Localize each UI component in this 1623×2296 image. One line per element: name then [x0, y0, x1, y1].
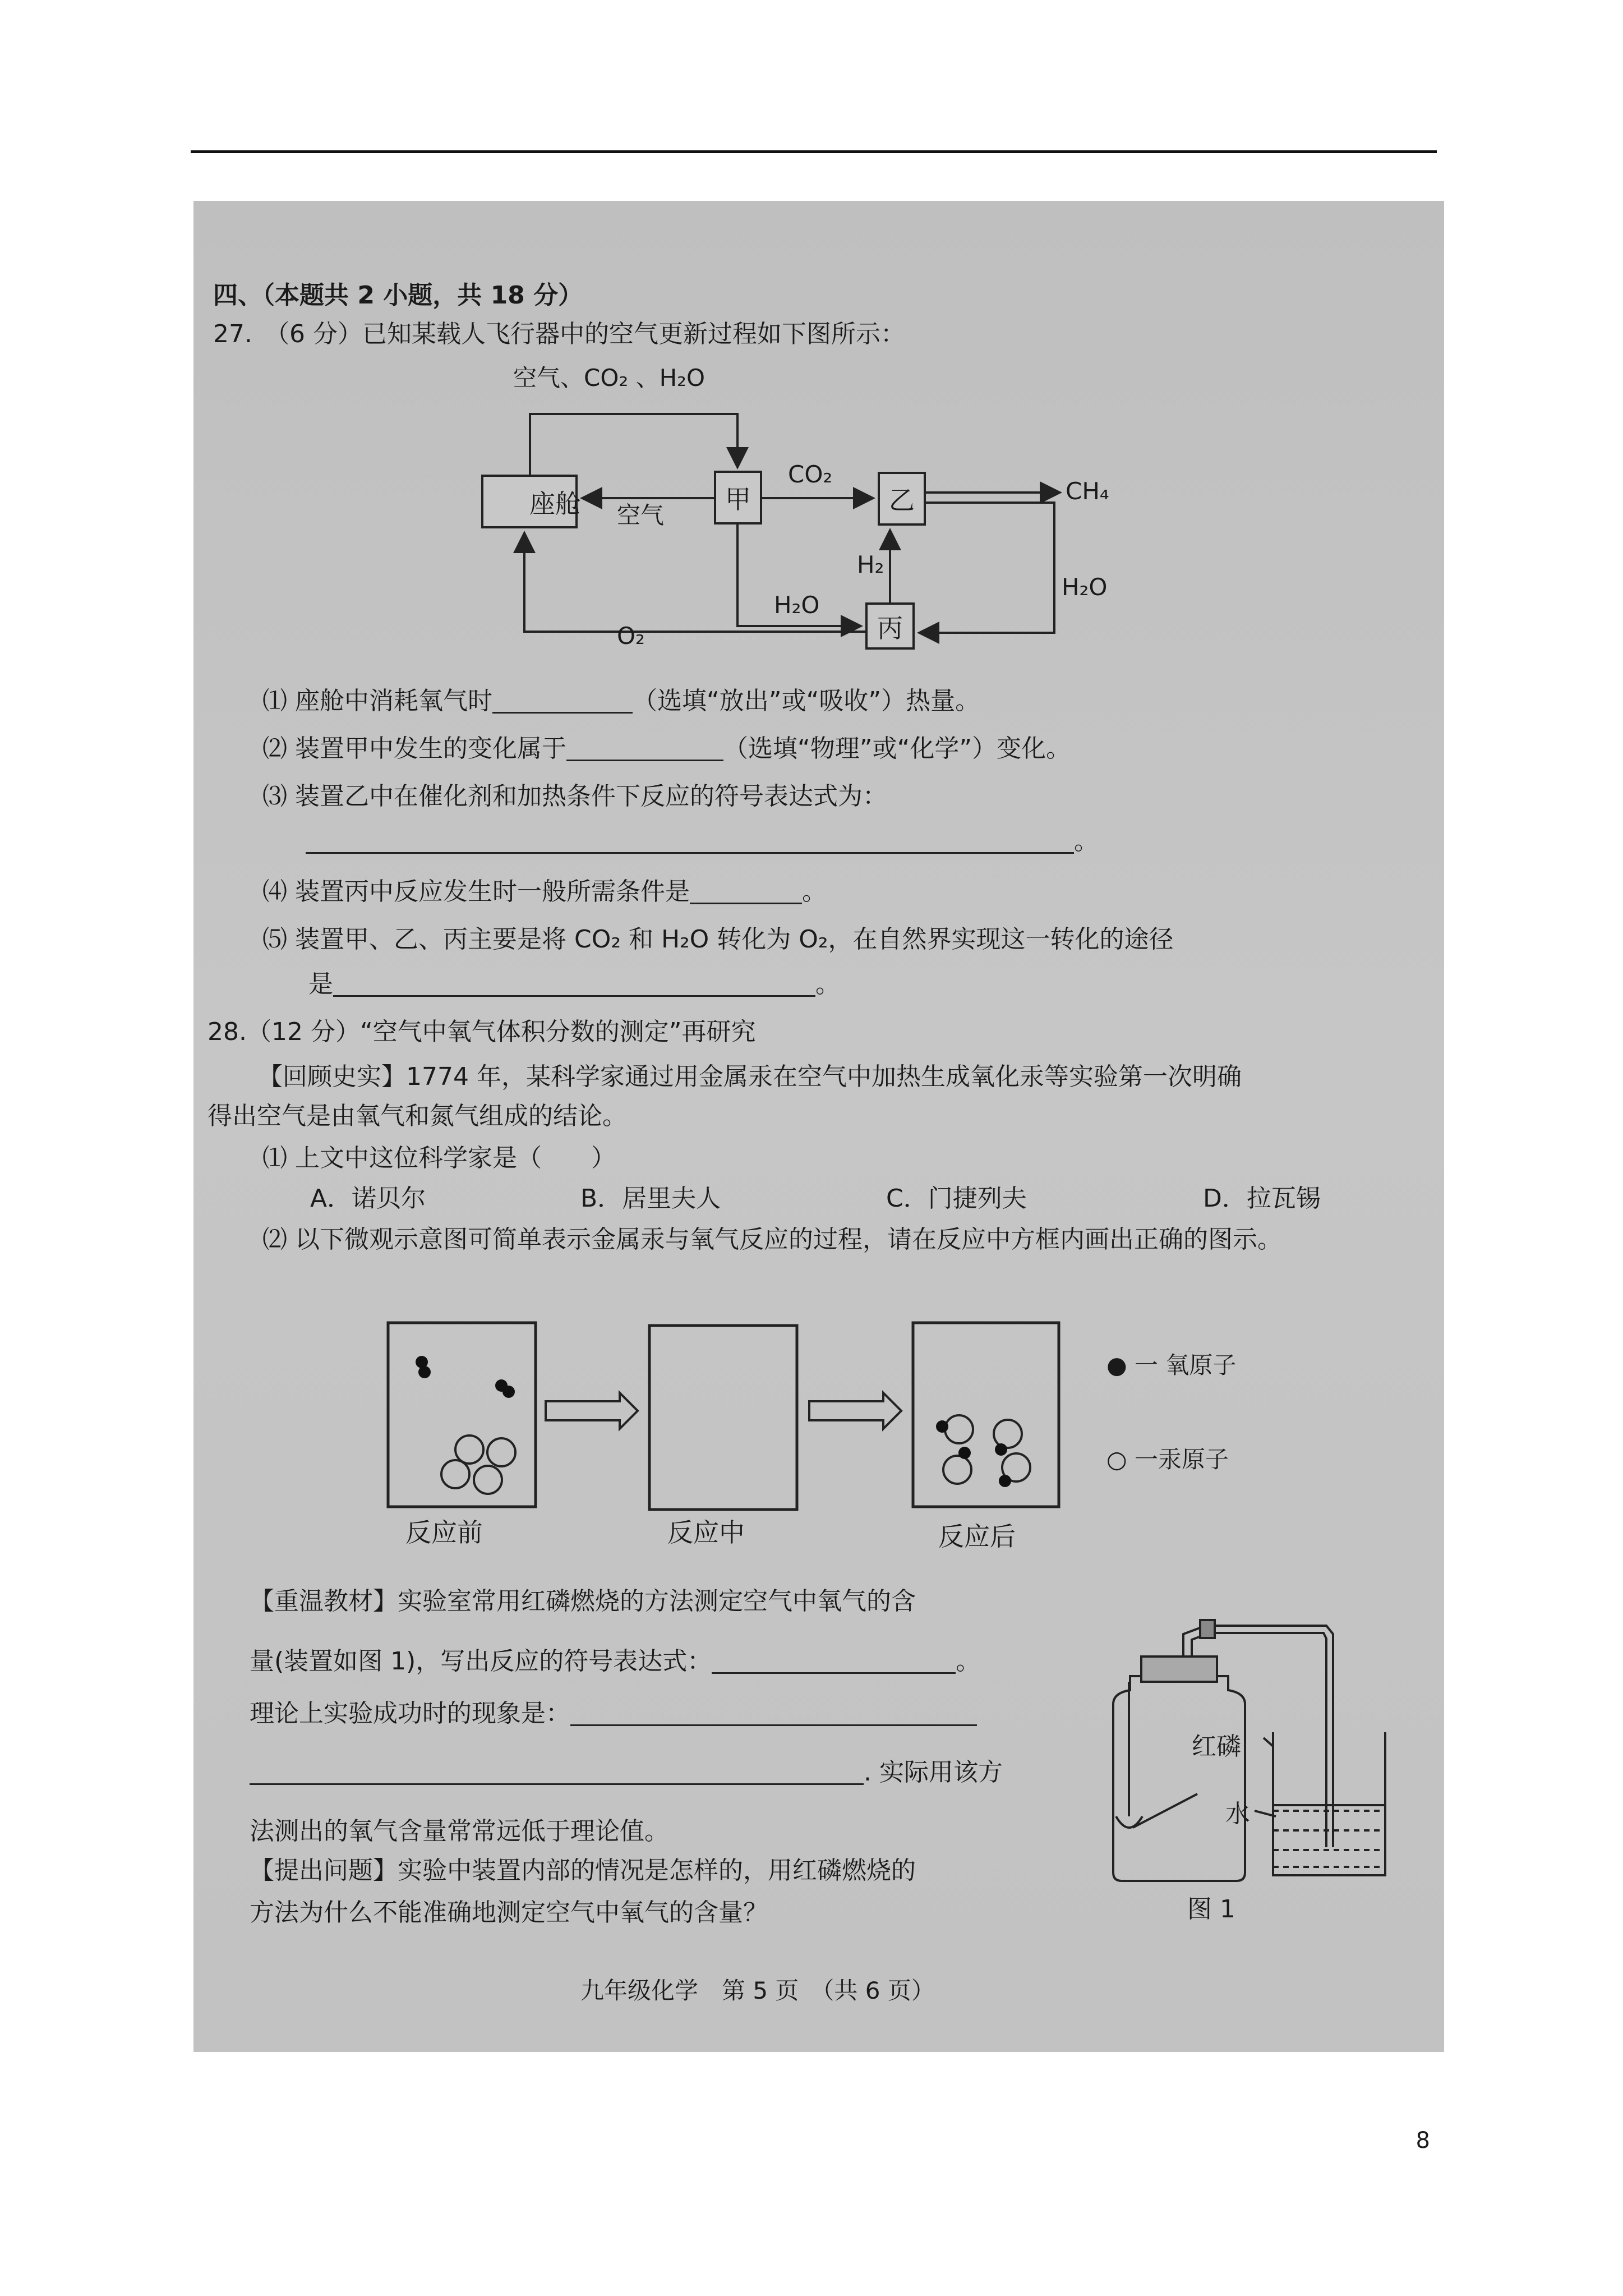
yi-label: 乙: [889, 485, 915, 516]
option-d: D．拉瓦锡: [1203, 1184, 1321, 1213]
after-label: 反应后: [938, 1521, 1016, 1552]
exam-photo: [193, 201, 1444, 2052]
header-rule: [191, 150, 1437, 153]
ch4-label: CH₄: [1066, 477, 1109, 505]
air-label: 空气: [617, 501, 665, 529]
q28-question-1: 【提出问题】实验中装置内部的情况是怎样的，用红磷燃烧的: [250, 1856, 916, 1885]
h2o-left-label: H₂O: [774, 591, 820, 619]
o2-label: O₂: [617, 622, 645, 650]
figure-caption: 图 1: [1187, 1895, 1235, 1924]
h2o-right-label: H₂O: [1062, 573, 1108, 601]
q28-textbook-3: 理论上实验成功时的现象是：: [250, 1701, 977, 1726]
q28-review-1: 【回顾史实】1774 年，某科学家通过用金属汞在空气中加热生成氧化汞等实验第一次明确: [258, 1062, 1242, 1091]
q28-textbook-1: 【重温教材】实验室常用红磷燃烧的方法测定空气中氧气的含: [250, 1587, 916, 1616]
section-title: 四、（本题共 2 小题，共 18 分）: [213, 281, 583, 310]
bing-label: 丙: [877, 613, 903, 643]
q28-question-2: 方法为什么不能准确地测定空气中氧气的含量？: [250, 1898, 768, 1927]
q27-stem: 27. （6 分）已知某载人飞行器中的空气更新过程如下图所示：: [213, 320, 905, 348]
clamp: [1200, 1620, 1215, 1638]
water-label: 水: [1225, 1800, 1250, 1828]
q28-sub1: ⑴ 上文中这位科学家是（ ）: [262, 1144, 616, 1172]
page-number: 8: [1415, 2128, 1430, 2154]
top-flow-label: 空气、CO₂ 、H₂O: [513, 364, 706, 392]
q27-part5: ⑸ 装置甲、乙、丙主要是将 CO₂ 和 H₂O 转化为 O₂，在自然界实现这一转化的途径: [262, 925, 1174, 954]
during-label: 反应中: [667, 1517, 745, 1548]
exam-footer: 九年级化学 第 5 页 （共 6 页）: [580, 1977, 935, 2004]
co2-label: CO₂: [788, 461, 833, 488]
q27-part4: ⑷ 装置丙中反应发生时一般所需条件是 。: [262, 877, 827, 906]
q27-part1: ⑴ 座舱中消耗氧气时 （选填“放出”或“吸收”）热量。: [262, 687, 980, 715]
red-phosphorus-label: 红磷: [1192, 1732, 1241, 1761]
legend-mercury: ○ 一汞原子: [1106, 1446, 1229, 1473]
h2-label: H₂: [857, 551, 884, 578]
beaker: [1273, 1732, 1385, 1875]
q28-stem: 28.（12 分）“空气中氧气体积分数的测定”再研究: [208, 1018, 756, 1046]
q27-part2: ⑵ 装置甲中发生的变化属于 （选填“物理”或“化学”）变化。: [262, 734, 1071, 763]
cabin-label: 座舱: [529, 489, 581, 519]
q28-textbook-5: 法测出的氧气含量常常远低于理论值。: [250, 1817, 669, 1846]
bottle: [1113, 1676, 1245, 1881]
option-b: B．居里夫人: [580, 1184, 721, 1213]
figure-1-apparatus: [193, 201, 1444, 1996]
option-a: A．诺贝尔: [310, 1184, 426, 1213]
option-c: C．门捷列夫: [886, 1184, 1027, 1213]
jia-label: 甲: [725, 484, 751, 514]
q27-part5-line: 是 。: [308, 970, 840, 999]
q27-part3-line: 。: [306, 829, 1099, 854]
q27-part3: ⑶ 装置乙中在催化剂和加热条件下反应的符号表达式为：: [262, 782, 887, 811]
q28-sub2: ⑵ 以下微观示意图可简单表示金属汞与氧气反应的过程，请在反应中方框内画出正确的图示。: [262, 1225, 1282, 1254]
legend-oxygen: ● 一 氧原子: [1106, 1351, 1237, 1379]
stopper: [1141, 1657, 1217, 1682]
q28-review-2: 得出空气是由氧气和氮气组成的结论。: [208, 1102, 627, 1130]
q28-textbook-2: 量(装置如图 1)，写出反应的符号表达式： 。: [250, 1647, 981, 1676]
before-label: 反应前: [405, 1517, 483, 1548]
q28-textbook-4: . 实际用该方: [250, 1760, 1003, 1785]
